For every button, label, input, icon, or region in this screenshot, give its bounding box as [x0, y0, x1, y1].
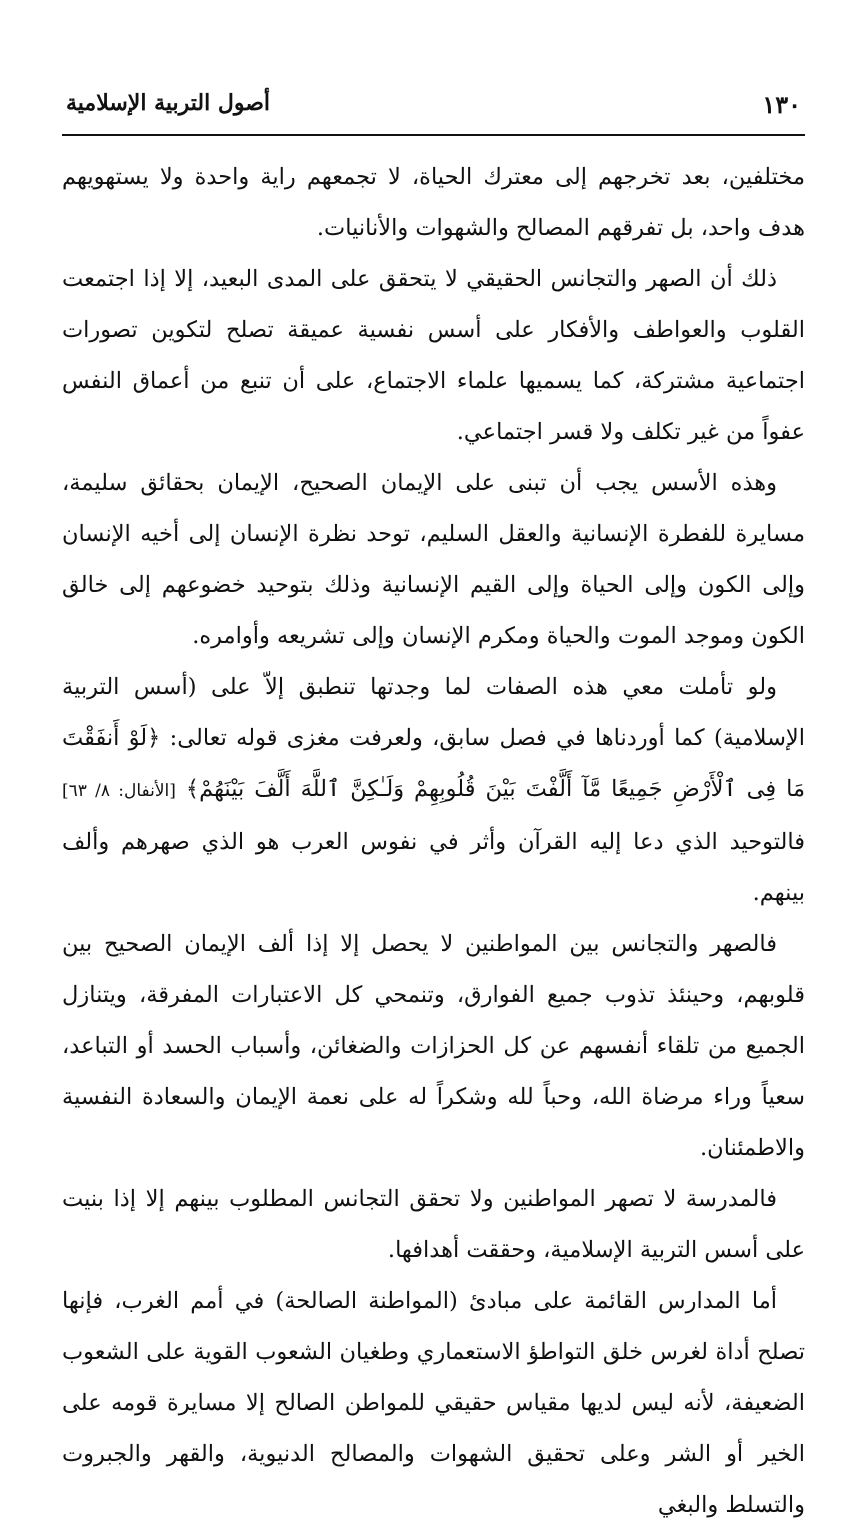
body-text: [62, 152, 805, 1531]
paragraph-6: فالمدرسة لا تصهر المواطنين ولا تحقق التجانس المطلوب بينهم إلا إذا بنيت على أسس التربية الإسلامية، وحققت أهدافها.: [62, 1186, 805, 1263]
quran-verse: ﴿لَوْ أَنفَقْتَ مَا فِى ٱلْأَرْضِ جَمِيعًا مَّآ أَلَّفْتَ بَيْنَ قُلُوبِهِمْ وَلَـٰكِنَّ ٱللَّهَ أَلَّفَ بَيْنَهُمْ﴾: [62, 725, 805, 802]
paragraph-1: مختلفين، بعد تخرجهم إلى معترك الحياة، لا تجمعهم راية واحدة ولا يستهويهم هدف واحد، بل تفرقهم المصالح والشهوات والأنانيات.: [62, 164, 805, 241]
page-number: ١٣٠: [762, 90, 801, 119]
paragraph-4-text-after: فالتوحيد الذي دعا إليه القرآن وأثر في نفوس العرب هو الذي صهرهم وألف بينهم.: [62, 829, 805, 906]
paragraph-3: وهذه الأسس يجب أن تبنى على الإيمان الصحيح، الإيمان بحقائق سليمة، مسايرة للفطرة الإنسانية والعقل السليم، توحد نظرة الإنسان إلى أخيه الإنسان وإلى الكون وإلى الحياة وإلى القيم الإنسانية وذلك بتوحيد خضوعهم إلى خالق الكون وموجد الموت والحياة ومكرم الإنسان وإلى تشريعه وأوامره.: [62, 470, 805, 649]
header-rule: [62, 134, 805, 136]
page-header: [62, 82, 805, 122]
paragraph-7: أما المدارس القائمة على مبادئ (المواطنة الصالحة) في أمم الغرب، فإنها تصلح أداة لغرس خلق التواطؤ الاستعماري وطغيان الشعوب القوية على الشعوب الضعيفة، لأنه ليس لديها مقياس حقيقي للمواطن الصالح إلا مسايرة قومه على الخير أو الشر وعلى تحقيق الشهوات والمصالح الدنيوية، والقهر والجبروت والتسلط والبغي: [62, 1288, 805, 1518]
running-title: أصول التربية الإسلامية: [66, 90, 271, 116]
verse-reference: [الأنفال: ٨/ ٦٣]: [62, 781, 176, 801]
paragraph-2: ذلك أن الصهر والتجانس الحقيقي لا يتحقق على المدى البعيد، إلا إذا اجتمعت القلوب والعواطف والأفكار على أسس نفسية عميقة تصلح لتكوين تصورات اجتماعية مشتركة، كما يسميها علماء الاجتماع، على أن تنبع من أعماق النفس عفواً من غير تكلف ولا قسر اجتماعي.: [62, 266, 805, 445]
paragraph-5: فالصهر والتجانس بين المواطنين لا يحصل إلا إذا ألف الإيمان الصحيح بين قلوبهم، وحينئذ تذوب جميع الفوارق، وتنمحي كل الاعتبارات المفرقة، ويتنازل الجميع من تلقاء أنفسهم عن كل الحزازات والضغائن، وأسباب الحسد أو التباعد، سعياً وراء مرضاة الله، وحباً لله وشكراً له على نعمة الإيمان والسعادة النفسية والاطمئنان.: [62, 931, 805, 1161]
paragraph-4: [62, 662, 805, 919]
paragraph-4-text-before: ولو تأملت معي هذه الصفات لما وجدتها تنطبق إلاّ على (أسس التربية الإسلامية) كما أوردناها في فصل سابق، ولعرفت مغزى قوله تعالى:: [62, 674, 806, 751]
